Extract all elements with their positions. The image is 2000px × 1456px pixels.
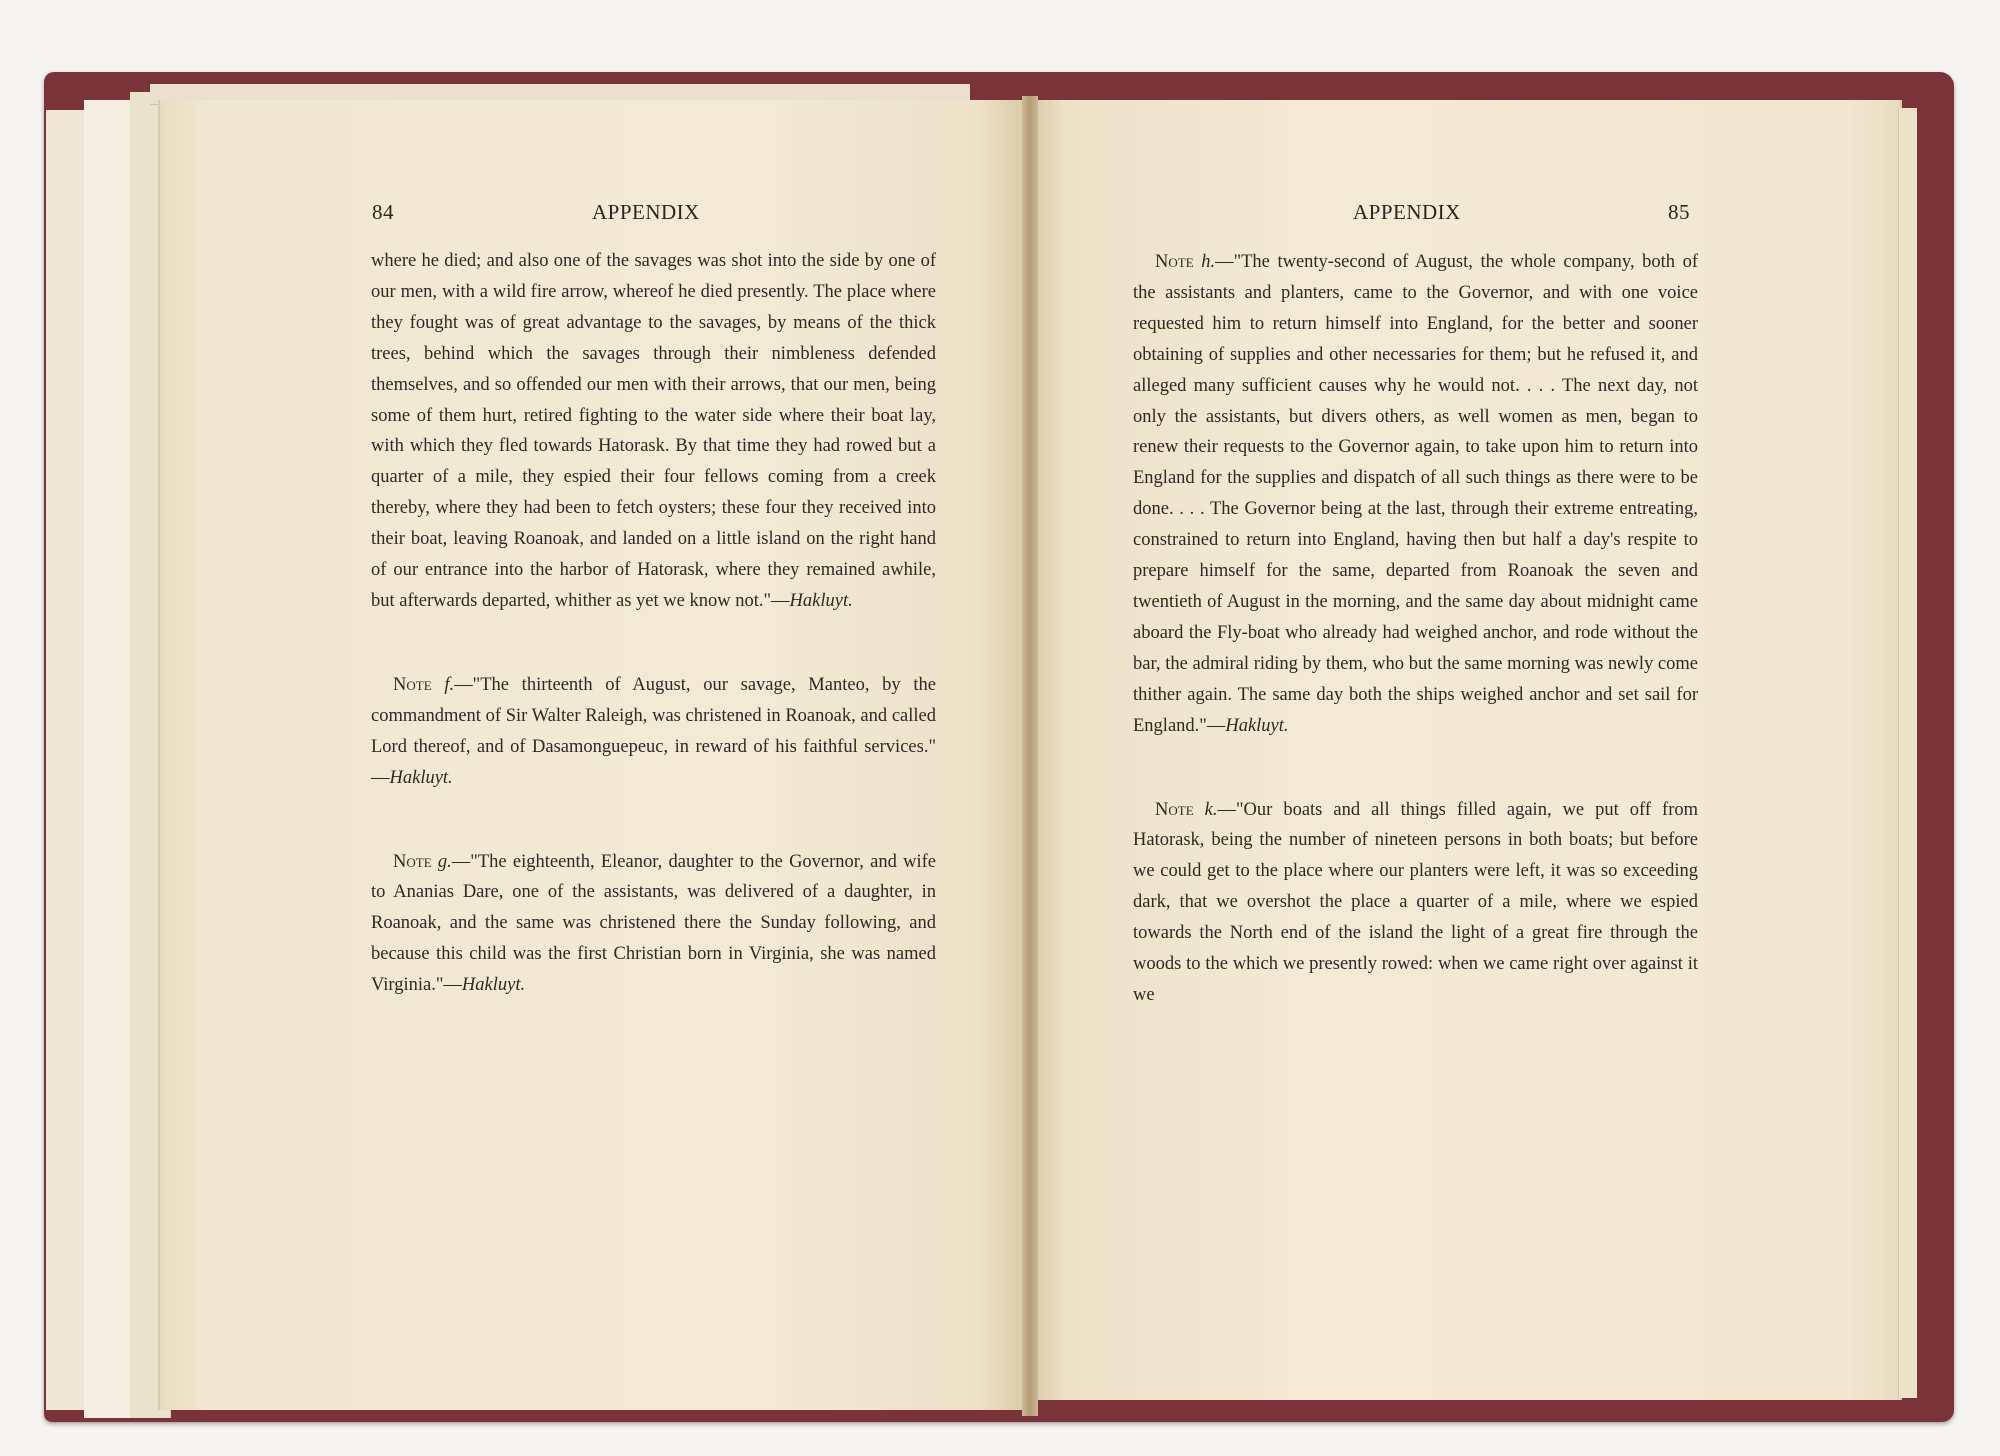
paragraph-body: —"The twenty-second of August, the whole company, both of the assistants and planters, came to the Governor, and with one voice requested him to return himself into England, for the better and sooner obtaining of supplies and other necessaries for them; but he refused it, and alleged many sufficient causes why he would not. . . . The next day, not only the assistants, but divers others, as well women as men, began to renew their requests to the Governor again, to take upon him to return into England for the supplies and dispatch of all such things as there were to be done. . . . The Governor being at the last, through their extreme entreating, constrained to return into England, having then but half a day's respite to prepare himself for the same, departed from Roanoak the seven and twentieth of August in the morning, and the same day about midnight came aboard the Fly-boat who already had weighed anchor, and rode without the bar, the admiral riding by them, who but the same morning was newly come thither again. The same day both the ships weighed anchor and set sail for England."— (1133, 252, 1699, 736)
paragraph-body: —"The eighteenth, Eleanor, daughter to the Governor, and wife to Ananias Dare, one of the assistants, was delivered of a daughter, in Roanoak, and the same was christened there the Sunday following, and because this child was the first Christian born in Virginia, she was named Virginia."— (371, 851, 936, 996)
book-gutter (1022, 96, 1038, 1416)
note-letter: k. (1204, 799, 1218, 820)
left-page-number: 84 (372, 200, 394, 224)
page-edge (1898, 108, 1917, 1398)
note-label: Note (393, 674, 432, 695)
source-citation: Hakluyt. (789, 590, 853, 611)
paragraph-gap (1133, 742, 1698, 795)
note-k (1133, 795, 1698, 1011)
source-citation: Hakluyt. (1225, 715, 1289, 736)
paragraph-gap (371, 617, 936, 670)
note-letter: h. (1201, 252, 1216, 272)
right-page-number: 85 (1668, 200, 1690, 224)
paragraph-continuation (371, 246, 936, 617)
note-label: Note (1155, 252, 1194, 272)
note-letter: f. (444, 674, 455, 695)
note-h (1133, 247, 1698, 742)
right-running-head: APPENDIX (1353, 200, 1461, 224)
paragraph-gap (371, 794, 936, 847)
note-f (371, 670, 936, 794)
note-letter: g. (437, 851, 452, 872)
paragraph-body: —"The thirteenth of August, our savage, Manteo, by the commandment of Sir Walter Raleigh, was christened in Roanoak, and called Lord thereof, and of Dasamonguepeuc, in reward of his faithful services." — (371, 674, 937, 788)
note-g (371, 847, 936, 1002)
paragraph-body: where he died; and also one of the savages was shot into the side by one of our men, with a wild fire arrow, whereof he died presently. The place where they fought was of great advantage to the savages, by means of the thick trees, behind which the savages through their nimbleness defended themselves, and so offended our men with their arrows, that our men, being some of them hurt, retired fighting to the water side where their boat lay, with which they fled towards Hatorask. By that time they had rowed but a quarter of a mile, they espied their four fellows coming from a creek thereby, where they had been to fetch oysters; these four they received into their boat, leaving Roanoak, and landed on a little island on the right hand of our entrance into the harbor of Hatorask, where they remained awhile, but afterwards departed, whither as yet we know not."— (371, 251, 936, 611)
source-citation: Hakluyt. (461, 975, 526, 996)
paragraph-body: —"Our boats and all things filled again, we put off from Hatorask, being the number of nineteen persons in both boats; but before we could get to the place where our planters were left, it was so exceeding dark, that we overshot the place a quarter of a mile, where we espied towards the North end of the island the light of a great fire through the woods to the which we presently rowed: when we came right over against it we (1133, 799, 1698, 1005)
source-citation: Hakluyt. (389, 767, 453, 788)
left-running-head: APPENDIX (592, 200, 700, 224)
right-page-text (1133, 247, 1698, 1011)
left-page-text (371, 246, 936, 1001)
note-label: Note (1155, 799, 1194, 820)
note-label: Note (393, 851, 432, 872)
